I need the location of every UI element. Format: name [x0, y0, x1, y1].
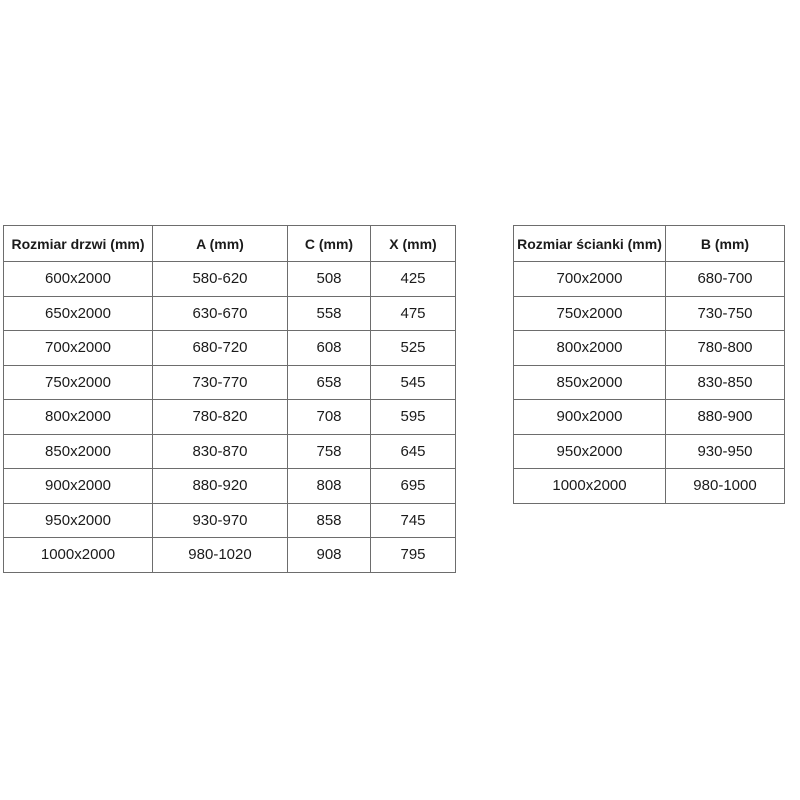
table-row: [514, 469, 785, 504]
column-header: A (mm): [153, 226, 288, 262]
table-cell: 950x2000: [514, 434, 666, 469]
table-cell: 525: [371, 331, 456, 366]
table-cell: 800x2000: [4, 400, 153, 435]
table-cell: 600x2000: [4, 262, 153, 297]
table-cell: 830-850: [666, 365, 785, 400]
table-cell: 880-920: [153, 469, 288, 504]
table-cell: 700x2000: [514, 262, 666, 297]
table-cell: 745: [371, 503, 456, 538]
table-cell: 680-720: [153, 331, 288, 366]
table-cell: 730-770: [153, 365, 288, 400]
table-row: [4, 296, 456, 331]
table-cell: 708: [288, 400, 371, 435]
column-header: X (mm): [371, 226, 456, 262]
table-cell: 658: [288, 365, 371, 400]
table-cell: 830-870: [153, 434, 288, 469]
table-cell: 750x2000: [514, 296, 666, 331]
table-cell: 858: [288, 503, 371, 538]
table-cell: 650x2000: [4, 296, 153, 331]
table-cell: 800x2000: [514, 331, 666, 366]
table-cell: 750x2000: [4, 365, 153, 400]
table-row: [514, 365, 785, 400]
table-row: [514, 400, 785, 435]
table-row: [4, 538, 456, 573]
table-cell: 558: [288, 296, 371, 331]
table-cell: 580-620: [153, 262, 288, 297]
table-cell: 795: [371, 538, 456, 573]
table-cell: 808: [288, 469, 371, 504]
table-cell: 908: [288, 538, 371, 573]
table-cell: 475: [371, 296, 456, 331]
column-header: Rozmiar drzwi (mm): [4, 226, 153, 262]
table-cell: 425: [371, 262, 456, 297]
column-header: C (mm): [288, 226, 371, 262]
table-cell: 980-1000: [666, 469, 785, 504]
table-cell: 930-950: [666, 434, 785, 469]
table-cell: 608: [288, 331, 371, 366]
table-row: [4, 365, 456, 400]
table-row: [4, 503, 456, 538]
table-cell: 850x2000: [514, 365, 666, 400]
header-row: [514, 226, 785, 262]
table-row: [4, 331, 456, 366]
column-header: Rozmiar ścianki (mm): [514, 226, 666, 262]
door-size-table: [3, 225, 456, 573]
table-row: [514, 262, 785, 297]
table-row: [514, 434, 785, 469]
column-header: B (mm): [666, 226, 785, 262]
table-cell: 780-800: [666, 331, 785, 366]
table-row: [514, 331, 785, 366]
table-cell: 950x2000: [4, 503, 153, 538]
header-row: [4, 226, 456, 262]
table-cell: 850x2000: [4, 434, 153, 469]
table-cell: 595: [371, 400, 456, 435]
table-cell: 630-670: [153, 296, 288, 331]
table-row: [4, 469, 456, 504]
table-cell: 1000x2000: [4, 538, 153, 573]
wall-size-table: [513, 225, 785, 504]
table-row: [4, 400, 456, 435]
table-cell: 758: [288, 434, 371, 469]
table-cell: 780-820: [153, 400, 288, 435]
table-cell: 695: [371, 469, 456, 504]
table-row: [4, 434, 456, 469]
table-cell: 545: [371, 365, 456, 400]
table-cell: 508: [288, 262, 371, 297]
table-row: [4, 262, 456, 297]
table-cell: 1000x2000: [514, 469, 666, 504]
table-cell: 730-750: [666, 296, 785, 331]
table-cell: 680-700: [666, 262, 785, 297]
table-cell: 900x2000: [4, 469, 153, 504]
table-cell: 700x2000: [4, 331, 153, 366]
table-cell: 900x2000: [514, 400, 666, 435]
table-row: [514, 296, 785, 331]
table-cell: 645: [371, 434, 456, 469]
table-cell: 980-1020: [153, 538, 288, 573]
table-cell: 930-970: [153, 503, 288, 538]
table-cell: 880-900: [666, 400, 785, 435]
